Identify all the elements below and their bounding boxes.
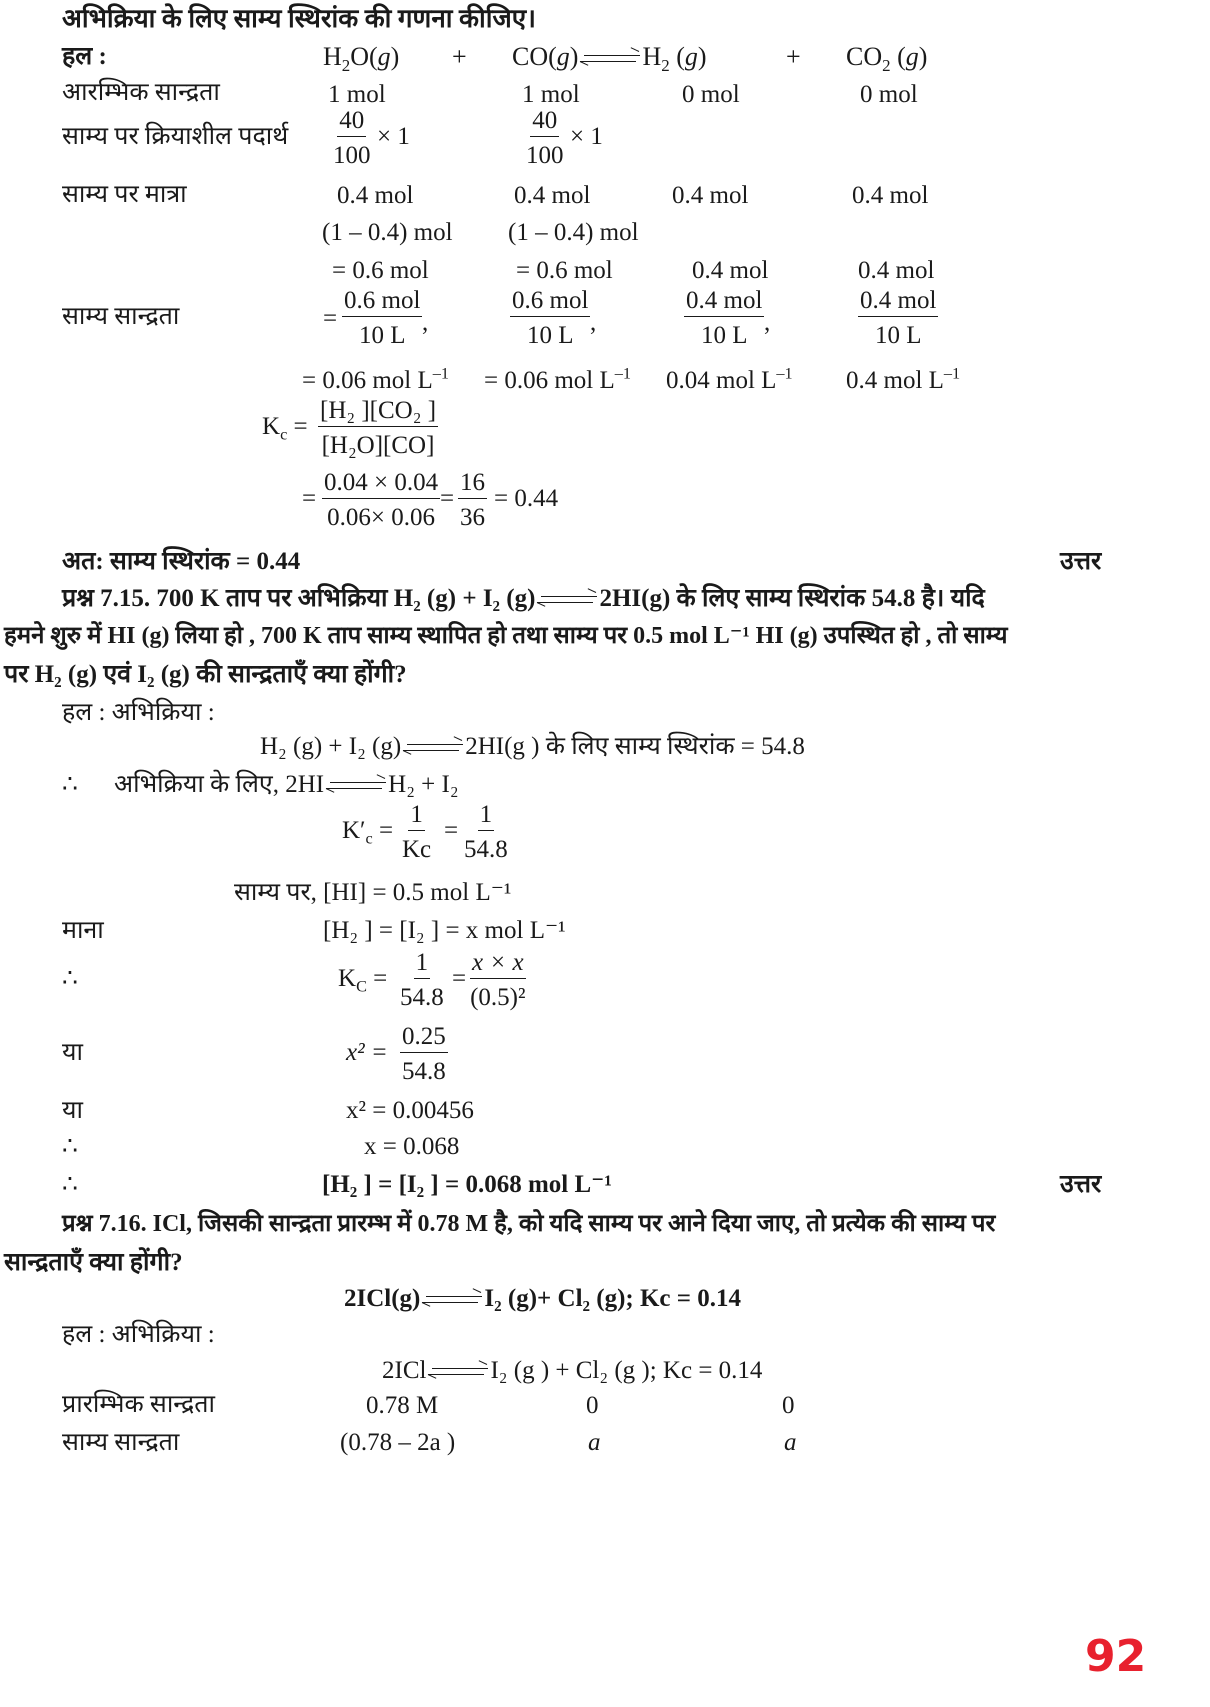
x-squared-value: x² = 0.00456	[346, 1097, 474, 1124]
kc-fraction: $\frac{1}{54.8}$	[400, 949, 444, 1011]
equilibrium-value: a	[588, 1429, 601, 1456]
equilibrium-arrow-icon	[422, 1293, 482, 1307]
final-answer: [H₂ ] = [I₂ ] = 0.068 mol L⁻¹	[322, 1171, 612, 1198]
answer-label: उत्तर	[1060, 548, 1102, 575]
initial-value: 0.78 M	[366, 1392, 439, 1419]
question-7-15-line2: हमने शुरु में HI (g) लिया हो , 700 K ताप साम्य स्थापित हो तथा साम्य पर 0.5 mol L⁻¹ HI (g) उपस्थित हो , तो साम्य	[4, 623, 1008, 649]
kc-symbol: $K_C$ =	[338, 965, 388, 996]
row-label-initial: आरम्भिक सान्द्रता	[62, 79, 220, 106]
equilibrium-value: a	[784, 1429, 797, 1456]
kc-prime-symbol: $K'_c$ =	[342, 817, 394, 848]
amount-value: 0.4 mol	[514, 182, 591, 209]
let-equation: [H₂ ] = [I₂ ] = x mol L⁻¹	[323, 917, 566, 944]
concentration-value: = 0.06 mol $L^{-1}$	[302, 364, 450, 394]
comma: ,	[422, 309, 429, 336]
equilibrium-arrow-icon	[403, 741, 463, 755]
question-7-15-line3: पर H₂ (g) एवं I₂ (g) की सान्द्रताएँ क्या होंगी?	[4, 661, 407, 688]
initial-value: 0	[586, 1392, 599, 1419]
answer-label: उत्तर	[1060, 1171, 1102, 1198]
kc-prime-fraction: $\frac{1}{54.8}$	[464, 801, 508, 863]
conclusion: अत: साम्य स्थिरांक = 0.44	[62, 548, 301, 575]
initial-value: 0 mol	[682, 81, 740, 108]
equals-sign: =	[323, 305, 338, 332]
plus-sign: +	[452, 42, 467, 71]
equals-sign: =	[440, 485, 455, 512]
row-label-amount: साम्य पर मात्रा	[62, 181, 187, 208]
kc-prime-fraction: $\frac{1}{Kc}$	[402, 801, 432, 863]
product-co2: $CO_2$ (g)	[846, 42, 928, 75]
therefore-symbol: ∴	[62, 771, 78, 798]
reaction-equation: 2ICl I₂ (g ) + Cl₂ (g ); Kc = 0.14	[382, 1357, 763, 1384]
initial-value: 0 mol	[860, 81, 918, 108]
solution-label: हल :	[62, 43, 107, 70]
reverse-reaction: अभिक्रिया के लिए, 2HI H₂ + I₂	[114, 771, 459, 798]
difference-result: = 0.6 mol	[332, 257, 429, 284]
initial-value: 1 mol	[328, 81, 386, 108]
equilibrium-hi: साम्य पर, [HI] = 0.5 mol L⁻¹	[234, 879, 512, 906]
plus-sign: +	[786, 42, 801, 71]
row-label-initial: प्रारम्भिक सान्द्रता	[62, 1391, 216, 1418]
comma: ,	[590, 309, 597, 336]
fraction-40-100: $\frac{40}{100}$	[526, 107, 564, 169]
equilibrium-arrow-icon	[537, 593, 597, 607]
kc-fraction: $\frac{x \times x}{\text{(0.5)²}}$	[470, 949, 526, 1011]
x-squared-fraction: $\frac{0.25}{54.8}$	[402, 1023, 446, 1085]
or-label: या	[62, 1039, 83, 1066]
amount-value: 0.4 mol	[672, 182, 749, 209]
amount-value: 0.4 mol	[337, 182, 414, 209]
let-label: माना	[62, 917, 104, 944]
concentration-fraction: 0.6 mol 10 L	[512, 287, 589, 349]
kc-result: = 0.44	[494, 485, 559, 512]
page-number: 92	[1085, 1631, 1147, 1682]
therefore-symbol: ∴	[62, 1171, 78, 1198]
concentration-value: = 0.06 mol $L^{-1}$	[484, 364, 632, 394]
equilibrium-arrow-icon	[326, 779, 386, 793]
difference-result: 0.4 mol	[858, 257, 935, 284]
reaction-equation: 2ICl(g) I₂ (g)+ Cl₂ (g); Kc = 0.14	[344, 1285, 742, 1312]
x-value: x = 0.068	[364, 1133, 460, 1160]
kc-symbol: $K_c$ =	[262, 413, 308, 444]
question-7-16-line2: सान्द्रताएँ क्या होंगी?	[4, 1249, 183, 1276]
reaction-equation: $H_2O(g)$	[323, 42, 400, 75]
initial-value: 0	[782, 1392, 795, 1419]
solution-label: हल : अभिक्रिया :	[62, 1321, 215, 1348]
difference-result: 0.4 mol	[692, 257, 769, 284]
question-7-15: प्रश्न 7.15. 700 K ताप पर अभिक्रिया H₂ (g) + I₂ (g) 2HI(g) के लिए साम्य स्थिरांक 54.8 है। यदि	[62, 585, 985, 612]
difference: (1 – 0.4) mol	[508, 219, 639, 246]
therefore-symbol: ∴	[62, 965, 78, 992]
concentration-fraction: 0.4 mol 10 L	[860, 287, 937, 349]
or-label: या	[62, 1097, 83, 1124]
calc-fraction: $\frac{16}{36}$	[460, 469, 485, 531]
multiplier: × 1	[377, 123, 410, 150]
row-label-equilibrium: साम्य सान्द्रता	[62, 1429, 180, 1456]
calc-fraction: $\frac{0.04 \times 0.04}{0.06\times 0.06}$	[324, 469, 439, 531]
reactant-co: CO(g) $H_2$ (g)	[512, 42, 707, 75]
concentration-fraction: 0.4 mol 10 L	[686, 287, 763, 349]
difference: (1 – 0.4) mol	[322, 219, 453, 246]
row-label-concentration: साम्य सान्द्रता	[62, 303, 180, 330]
equals-sign: =	[444, 817, 459, 844]
amount-value: 0.4 mol	[852, 182, 929, 209]
multiplier: × 1	[570, 123, 603, 150]
comma: ,	[764, 309, 771, 336]
difference-result: = 0.6 mol	[516, 257, 613, 284]
equilibrium-arrow-icon	[428, 1365, 488, 1379]
equilibrium-arrow-icon	[580, 52, 640, 66]
x-squared-lhs: x² =	[346, 1039, 388, 1066]
row-label-reacted: साम्य पर क्रियाशील पदार्थ	[62, 123, 289, 150]
reaction-equation: H₂ (g) + I₂ (g) 2HI(g ) के लिए साम्य स्थिरांक = 54.8	[260, 733, 805, 760]
intro-line: अभिक्रिया के लिए साम्य स्थिरांक की गणना कीजिए।	[62, 4, 536, 33]
concentration-fraction: 0.6 mol 10 L	[344, 287, 421, 349]
question-7-16: प्रश्न 7.16. ICl, जिसकी सान्द्रता प्रारम्भ में 0.78 M है, को यदि साम्य पर आने दिया जाए, तो प्रत्येक की साम्य पर	[62, 1211, 996, 1237]
equilibrium-value: (0.78 – 2a )	[340, 1429, 456, 1456]
solution-label: हल : अभिक्रिया :	[62, 699, 215, 726]
therefore-symbol: ∴	[62, 1133, 78, 1160]
concentration-value: 0.4 mol $L^{-1}$	[846, 364, 961, 394]
equals-sign: =	[302, 485, 317, 512]
initial-value: 1 mol	[522, 81, 580, 108]
kc-fraction: $\frac{\text{[H₂ ][CO₂ ]}}{\text{[H₂O][CO]}}$	[320, 397, 437, 459]
equals-sign: =	[452, 965, 467, 992]
fraction-40-100: $\frac{40}{100}$	[333, 107, 371, 169]
concentration-value: 0.04 mol $L^{-1}$	[666, 364, 793, 394]
